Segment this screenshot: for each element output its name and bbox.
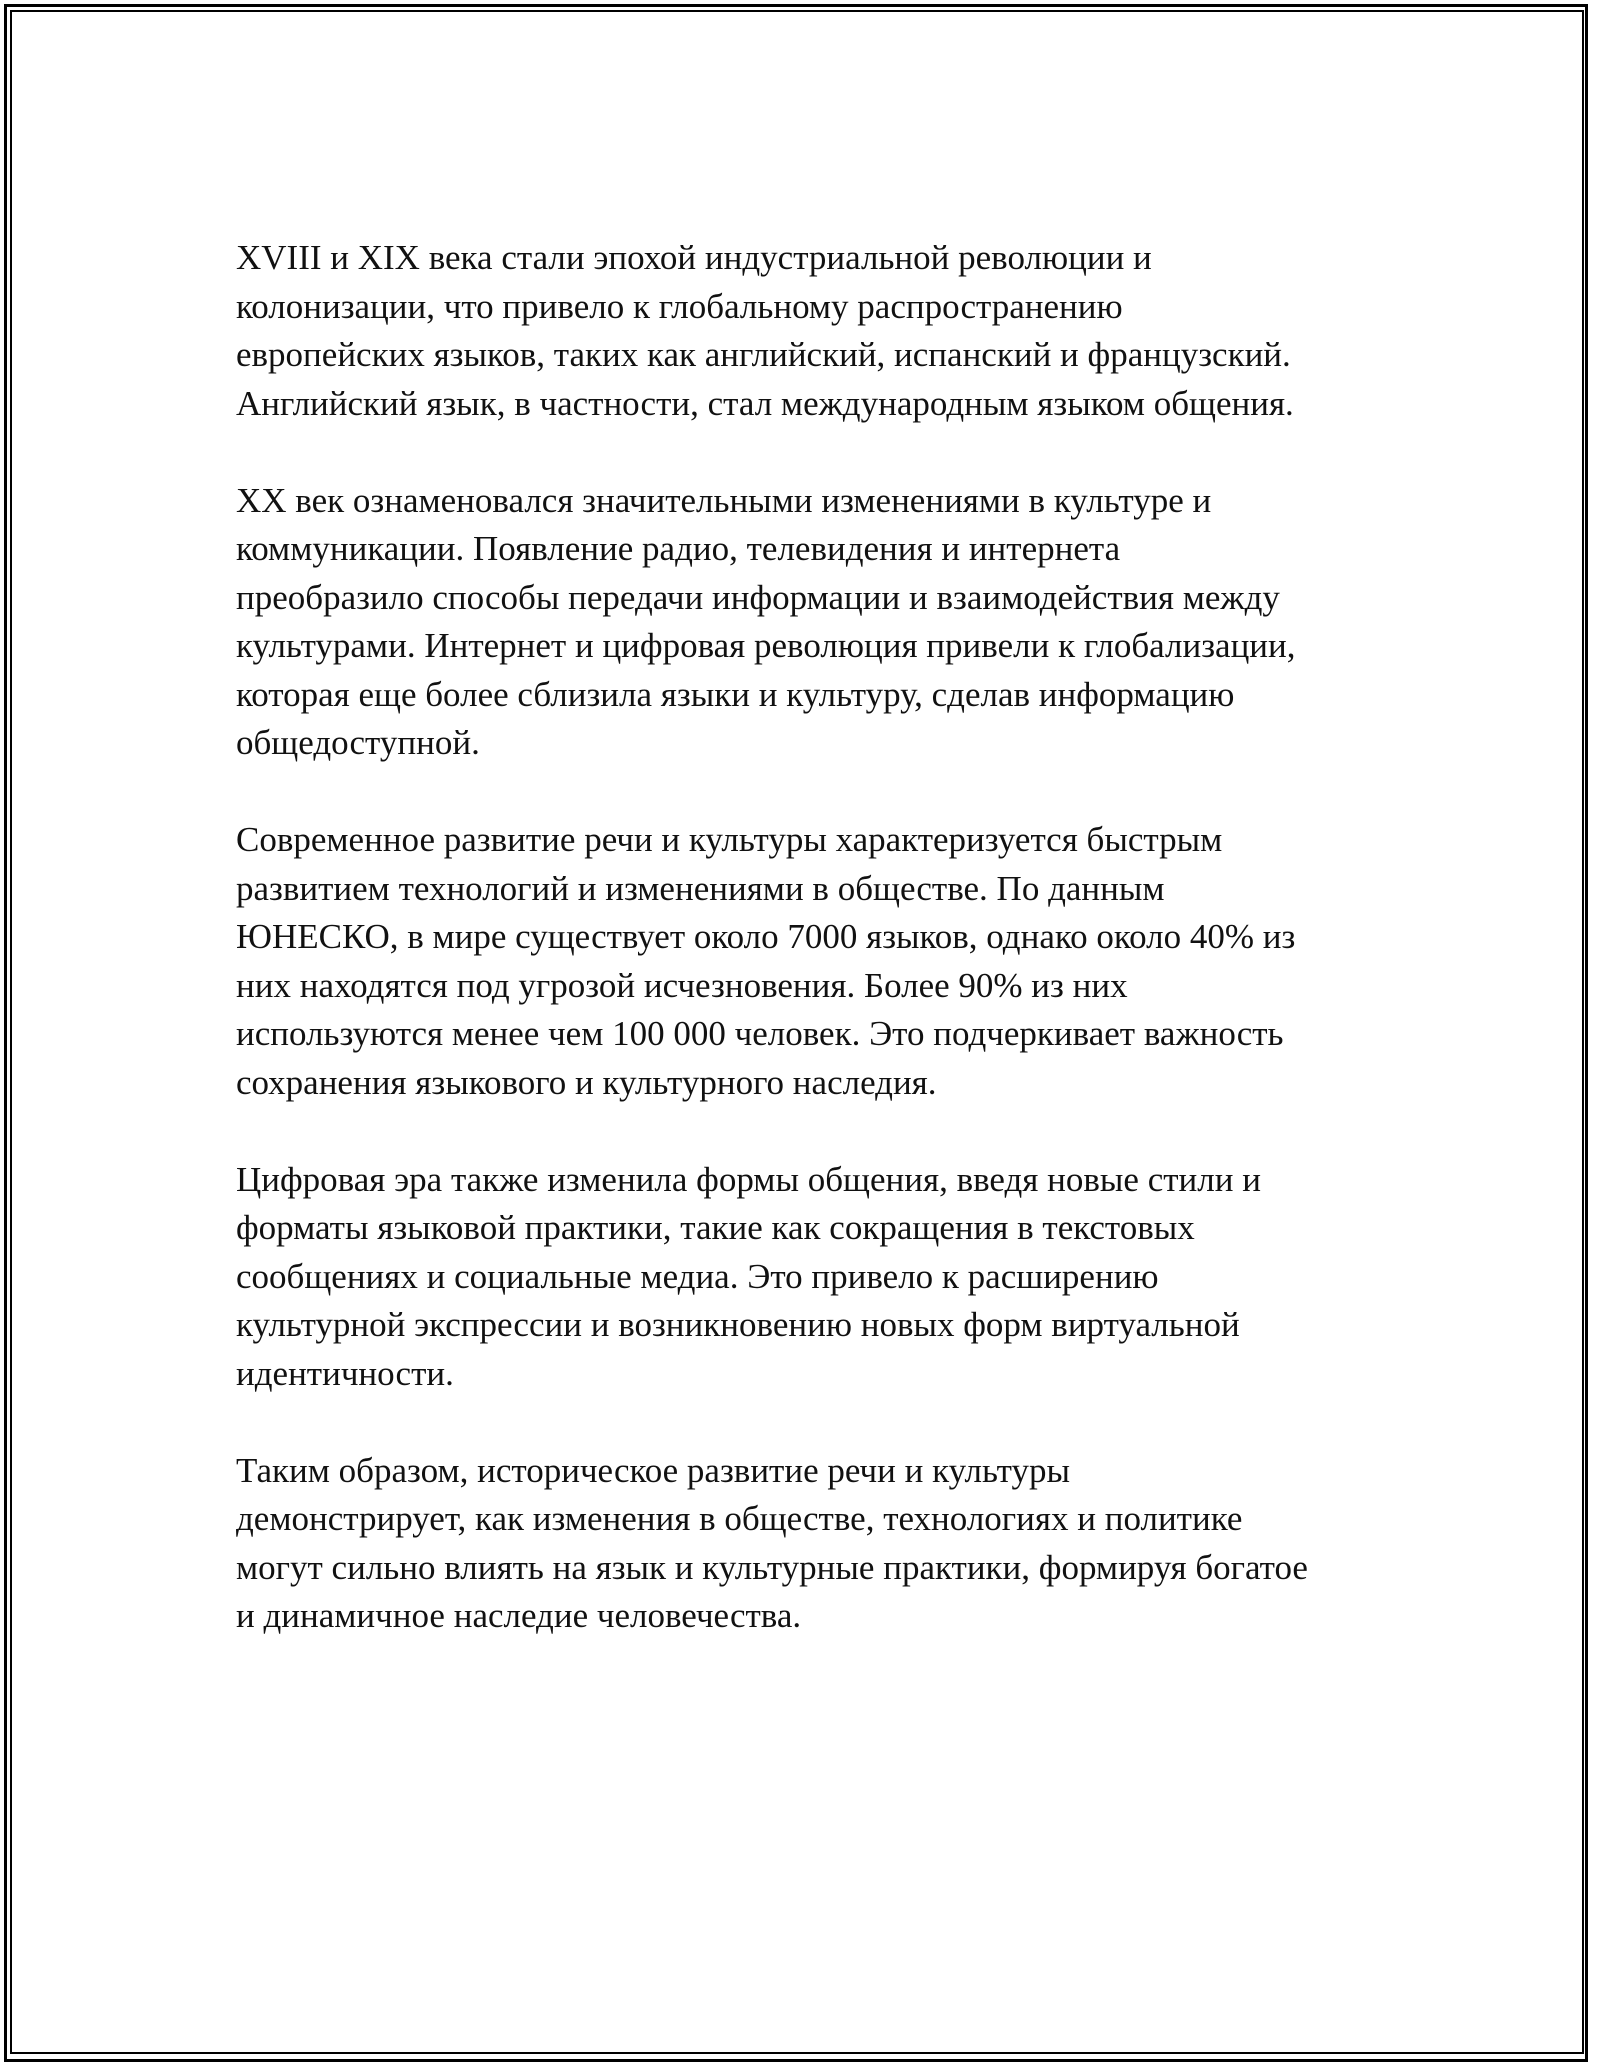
paragraph-modern-development: Современное развитие речи и культуры характеризуется быстрым развитием технологий и изменениями в обществе. По данным ЮНЕСКО, в мире существует около 7000 языков, однако около 40% из них находятся под угрозой исчезновения. Более 90% из них используются менее чем 100 000 человек. Это подчеркивает важность сохранения языкового и культурного наследия. [236, 820, 1296, 1102]
paragraph-digital-era: Цифровая эра также изменила формы общения, введя новые стили и форматы языковой практики, такие как сокращения в текстовых сообщениях и социальные медиа. Это привело к расширению культурной экспрессии и возникновению новых форм виртуальной идентичности. [236, 1159, 1261, 1393]
paragraph-twentieth-century: XX век ознаменовался значительными изменениями в культуре и коммуникации. Появление радио, телевидения и интернета преобразило способы передачи информации и взаимодействия между культурами. Интернет и цифровая революция привели к глобализации, которая еще более сблизила языки и культуру, сделав информацию общедоступной. [236, 480, 1296, 762]
paragraph-conclusion: Таким образом, историческое развитие речи и культуры демонстрирует, как изменения в обществе, технологиях и политике могут сильно влиять на язык и культурные практики, формируя богатое и динамичное наследие человечества. [236, 1450, 1308, 1635]
paragraph-industrial-revolution: XVIII и XIX века стали эпохой индустриальной революции и колонизации, что привело к глобальному распространению европейских языков, таких как английский, испанский и французский. Английский язык, в частности, стал международным языком общения. [236, 238, 1294, 423]
document-body [236, 234, 1376, 1689]
